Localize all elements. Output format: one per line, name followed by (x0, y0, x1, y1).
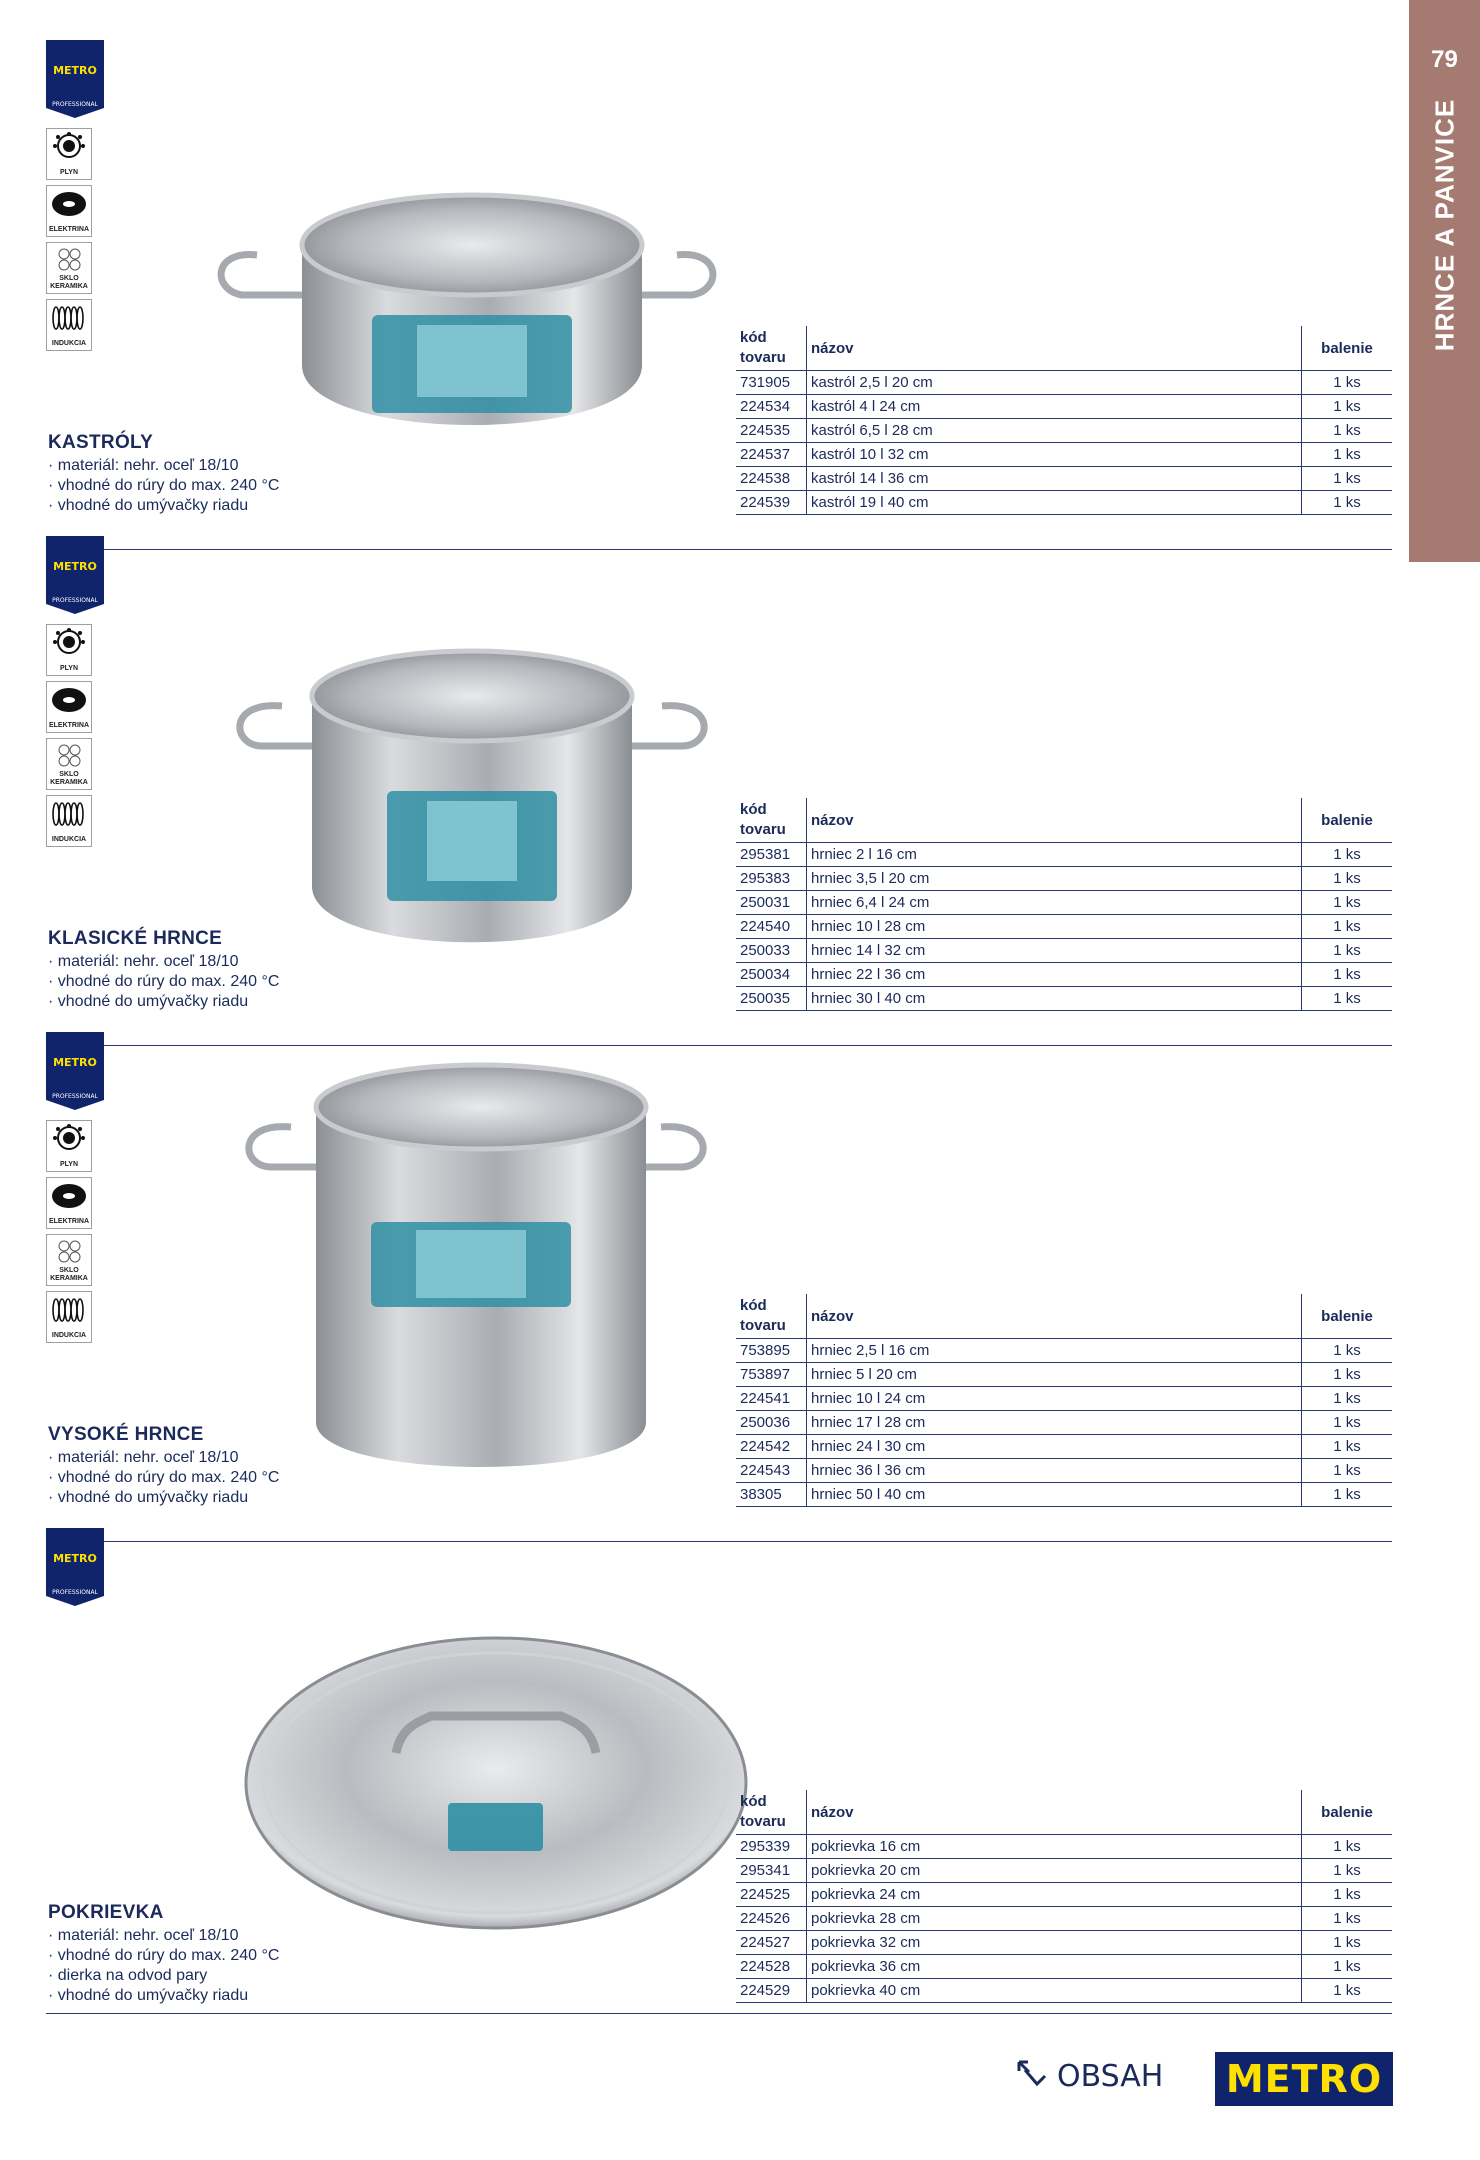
side-tab (1409, 0, 1480, 562)
feature-list (48, 456, 279, 516)
feature-item: · vhodné do umývačky riadu (48, 1488, 279, 1508)
feature-item: · vhodné do umývačky riadu (48, 1986, 279, 2006)
product-table (736, 1790, 1392, 2003)
table-row: 250036 hrniec 17 l 28 cm 1 ks (736, 1411, 1392, 1435)
feature-list (48, 1926, 279, 2006)
induction-icon (46, 795, 92, 847)
table-row: 295383 hrniec 3,5 l 20 cm 1 ks (736, 867, 1392, 891)
metro-footer-logo (1215, 2052, 1393, 2106)
header-code: kód tovaru (736, 1790, 807, 1835)
electric-label: ELEKTRINA (48, 1218, 90, 1225)
table-row: 753895 hrniec 2,5 l 16 cm 1 ks (736, 1339, 1392, 1363)
header-pack: balenie (1302, 326, 1393, 371)
ceramic-glass-label: SKLO KERAMIKA (50, 771, 88, 786)
table-row: 224541 hrniec 10 l 24 cm 1 ks (736, 1387, 1392, 1411)
section-vysoke-hrnce (46, 1032, 1392, 1522)
feature-list (48, 1448, 279, 1508)
table-row: 224528 pokrievka 36 cm 1 ks (736, 1955, 1392, 1979)
header-code: kód tovaru (736, 1294, 807, 1339)
feature-item: · vhodné do rúry do max. 240 °C (48, 1468, 279, 1488)
table-row: 224527 pokrievka 32 cm 1 ks (736, 1931, 1392, 1955)
cooktop-icons (46, 128, 96, 356)
professional-text: PROFESSIONAL (52, 597, 98, 604)
professional-text: PROFESSIONAL (52, 1589, 98, 1596)
table-row: 224537 kastról 10 l 32 cm 1 ks (736, 443, 1392, 467)
metro-logo-text: METRO (53, 1552, 97, 1565)
tall-pot-image (206, 1052, 786, 1492)
section-title: KASTRÓLY (48, 432, 154, 453)
table-row: 224542 hrniec 24 l 30 cm 1 ks (736, 1435, 1392, 1459)
section-title: POKRIEVKA (48, 1902, 164, 1923)
cooktop-icons (46, 624, 96, 852)
table-row: 224538 kastról 14 l 36 cm 1 ks (736, 467, 1392, 491)
section-title: VYSOKÉ HRNCE (48, 1424, 204, 1445)
obsah-label: OBSAH (1057, 2058, 1164, 2094)
feature-item: · materiál: nehr. oceľ 18/10 (48, 1448, 279, 1468)
metro-logo-text: METRO (53, 560, 97, 573)
header-code: kód tovaru (736, 326, 807, 371)
feature-list (48, 952, 279, 1012)
table-row: 731905 kastról 2,5 l 20 cm 1 ks (736, 371, 1392, 395)
section-klasicke-hrnce (46, 536, 1392, 1026)
obsah-link[interactable] (1015, 2058, 1163, 2094)
metro-logo-text: METRO (53, 64, 97, 77)
metro-professional-badge (46, 1032, 104, 1110)
header-name: názov (807, 1294, 1302, 1339)
ceramic-glass-icon (46, 738, 92, 790)
header-name: názov (807, 326, 1302, 371)
induction-label: INDUKCIA (51, 340, 87, 347)
feature-item: · vhodné do umývačky riadu (48, 496, 279, 516)
product-table (736, 1294, 1392, 1507)
ceramic-glass-label: SKLO KERAMIKA (50, 1267, 88, 1282)
product-table (736, 326, 1392, 515)
metro-logo-text: METRO (53, 1056, 97, 1069)
electric-icon (46, 681, 92, 733)
electric-icon (46, 185, 92, 237)
header-pack: balenie (1302, 1790, 1393, 1835)
table-row: 295341 pokrievka 20 cm 1 ks (736, 1859, 1392, 1883)
header-code: kód tovaru (736, 798, 807, 843)
table-row: 250035 hrniec 30 l 40 cm 1 ks (736, 987, 1392, 1011)
product-table (736, 798, 1392, 1011)
metro-professional-badge (46, 40, 104, 118)
table-row: 224526 pokrievka 28 cm 1 ks (736, 1907, 1392, 1931)
header-pack: balenie (1302, 798, 1393, 843)
induction-label: INDUKCIA (51, 1332, 87, 1339)
metro-professional-badge (46, 536, 104, 614)
metro-footer-logo-text: METRO (1225, 2057, 1383, 2101)
professional-text: PROFESSIONAL (52, 1093, 98, 1100)
feature-item: · materiál: nehr. oceľ 18/10 (48, 456, 279, 476)
gas-label: PLYN (59, 169, 79, 176)
table-row: 250034 hrniec 22 l 36 cm 1 ks (736, 963, 1392, 987)
table-row: 38305 hrniec 50 l 40 cm 1 ks (736, 1483, 1392, 1507)
casserole-image (162, 130, 822, 470)
metro-professional-badge (46, 1528, 104, 1606)
feature-item: · vhodné do rúry do max. 240 °C (48, 476, 279, 496)
section-pokrievka (46, 1528, 1392, 2014)
induction-label: INDUKCIA (51, 836, 87, 843)
electric-label: ELEKTRINA (48, 226, 90, 233)
table-row: 224543 hrniec 36 l 36 cm 1 ks (736, 1459, 1392, 1483)
feature-item: · vhodné do rúry do max. 240 °C (48, 972, 279, 992)
gas-icon (46, 624, 92, 676)
gas-icon (46, 1120, 92, 1172)
table-row: 250031 hrniec 6,4 l 24 cm 1 ks (736, 891, 1392, 915)
section-title: KLASICKÉ HRNCE (48, 928, 223, 949)
feature-item: · materiál: nehr. oceľ 18/10 (48, 952, 279, 972)
stock-pot-image (162, 616, 822, 976)
feature-item: · dierka na odvod pary (48, 1966, 279, 1986)
ceramic-glass-label: SKLO KERAMIKA (50, 275, 88, 290)
electric-label: ELEKTRINA (48, 722, 90, 729)
arrow-return-icon (1015, 2058, 1051, 2094)
feature-item: · vhodné do rúry do max. 240 °C (48, 1946, 279, 1966)
side-category-title: HRNCE A PANVICE (1429, 98, 1460, 352)
page-number: 79 (1431, 46, 1458, 73)
table-row: 295339 pokrievka 16 cm 1 ks (736, 1835, 1392, 1859)
table-row: 224539 kastról 19 l 40 cm 1 ks (736, 491, 1392, 515)
induction-icon (46, 299, 92, 351)
table-row: 224525 pokrievka 24 cm 1 ks (736, 1883, 1392, 1907)
table-row: 224534 kastról 4 l 24 cm 1 ks (736, 395, 1392, 419)
gas-label: PLYN (59, 1161, 79, 1168)
table-row: 224529 pokrievka 40 cm 1 ks (736, 1979, 1392, 2003)
header-pack: balenie (1302, 1294, 1393, 1339)
ceramic-glass-icon (46, 242, 92, 294)
professional-text: PROFESSIONAL (52, 101, 98, 108)
gas-icon (46, 128, 92, 180)
header-name: názov (807, 1790, 1302, 1835)
electric-icon (46, 1177, 92, 1229)
lid-image (216, 1608, 776, 1938)
feature-item: · materiál: nehr. oceľ 18/10 (48, 1926, 279, 1946)
section-divider (46, 2013, 1392, 2014)
gas-label: PLYN (59, 665, 79, 672)
induction-icon (46, 1291, 92, 1343)
table-row: 250033 hrniec 14 l 32 cm 1 ks (736, 939, 1392, 963)
table-row: 224540 hrniec 10 l 28 cm 1 ks (736, 915, 1392, 939)
section-kastroly (46, 40, 1392, 530)
table-row: 295381 hrniec 2 l 16 cm 1 ks (736, 843, 1392, 867)
header-name: názov (807, 798, 1302, 843)
feature-item: · vhodné do umývačky riadu (48, 992, 279, 1012)
table-row: 753897 hrniec 5 l 20 cm 1 ks (736, 1363, 1392, 1387)
ceramic-glass-icon (46, 1234, 92, 1286)
cooktop-icons (46, 1120, 96, 1348)
table-row: 224535 kastról 6,5 l 28 cm 1 ks (736, 419, 1392, 443)
